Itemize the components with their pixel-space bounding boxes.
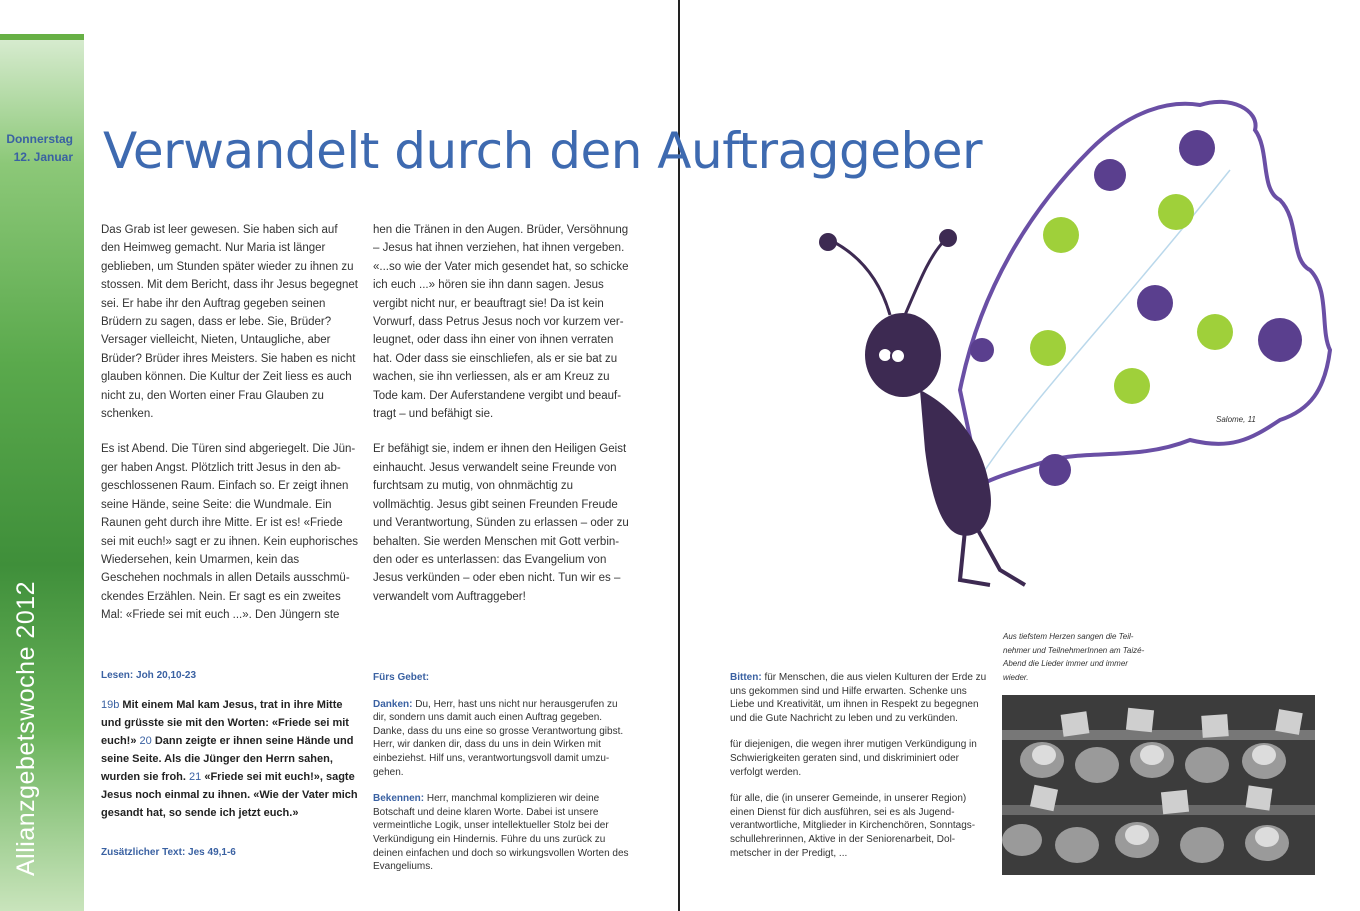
- reading-label: Lesen: Joh 20,10-23: [101, 670, 197, 681]
- scripture-text: [101, 696, 359, 822]
- page-title: Verwandelt durch den Auftraggeber: [103, 122, 983, 180]
- verse-text: «Friede sei mit euch!», sagte Jesus noch einmal zu ihnen. «Wie der Vater mich gesandt hat, so sende ich jetzt euch.»: [101, 771, 358, 819]
- wing-spots: [970, 130, 1302, 486]
- additional-text-label: Zusätzlicher Text: Jes 49,1-6: [101, 847, 236, 858]
- date-value: 12. Januar: [13, 150, 73, 164]
- petitions-label: Bitten:: [730, 672, 762, 683]
- text-column-2: [373, 221, 631, 623]
- verse-text: Mit einem Mal kam Jesus, trat in ihre Mitte und grüsste sie mit den Worten: «Friede sei mit euch!»: [101, 699, 349, 747]
- sidebar-vertical-title: Allianzgebetswoche 2012: [12, 580, 40, 876]
- choir-photo: [1002, 695, 1315, 875]
- confess-label: Bekennen:: [373, 793, 425, 805]
- petition-2: für diejenigen, die wegen ihrer mutigen Verkündigung in Schwierigkeiten geraten sind, und diskriminiert oder verfolgt werden.: [730, 739, 977, 778]
- petition-3: für alle, die (in unserer Gemeinde, in unserer Region) einen Dienst für dich ausführen, sei es als Jugendverantwortliche, Mitglieder in Kirchenchören, Sonntagsschullehrerinnen, Aktive in der Seniorenarbeit, Dolmetscher in der Predigt, ...: [730, 793, 976, 859]
- thanks-label: Danken:: [373, 698, 413, 710]
- date-label: [0, 130, 73, 166]
- petitions-section: [730, 671, 988, 873]
- petition-text: für Menschen, die aus vielen Kulturen der Erde zu uns gekommen sind und Hilfe erwarten. Schenke uns Liebe und Kreativität, um ihnen in Respekt zu begegnen und die Gute Nachricht zu leben und zu verkünden.: [730, 672, 987, 724]
- verse-number: 19b: [101, 699, 120, 711]
- text-column-1: [101, 221, 359, 642]
- butterfly-drawing: [810, 90, 1340, 600]
- drawing-caption: Salome, 11: [1216, 415, 1256, 424]
- photo-image: [1002, 695, 1315, 875]
- verse-text: Dann zeigte er ihnen seine Hände und seine Seite. Als die Jünger den Herrn sahen, wurden sie froh.: [101, 735, 354, 783]
- petition-1: [730, 671, 988, 725]
- sidebar-green-line: [0, 34, 84, 40]
- prayer-confess: [373, 792, 631, 874]
- thanks-text: Du, Herr, hast uns nicht nur herausgerufen zu dir, sondern uns damit auch einen Auftrag gegeben. Danke, dass du uns eine so grosse Verantwortung gibst. Herr, wir danken dir, dass du uns in dein Wirken mit einbeziehst. Hilf uns, verantwortungsvoll damit umzugehen.: [373, 698, 624, 778]
- prayer-heading: Fürs Gebet:: [373, 672, 430, 683]
- prayer-thanks: [373, 698, 631, 780]
- photo-caption: Aus tiefstem Herzen sangen die Teilnehmer und TeilnehmerInnen am Taizé-Abend die Lieder immer und immer wieder.: [1003, 632, 1145, 682]
- confess-text: Herr, manchmal komplizieren wir deine Botschaft und deine klaren Worte. Dabei ist unsere vermeintliche Logik, unser intellektueller Stolz bei der Verkündigung ein Hindernis. Führe du uns zurück zu deinen einfachen und doch so wirkungsvollen Worten des Evangeliums.: [373, 793, 629, 873]
- verse-number: 21: [189, 771, 202, 783]
- verse-number: 20: [139, 735, 152, 747]
- paragraph: Er befähigt sie, indem er ihnen den Heiligen Geist einhaucht. Jesus verwandelt seine Freunde von furchtsam zu mutig, von ohnmächtig zu vollmächtig. Jesus gibt seinen Freunden Freude und Verantwortung, Sünden zu erlassen – oder zu behalten. Sie werden Menschen mit Gott verbinden oder es unterlassen: das Evangelium von Jesus verkünden – oder eben nicht. Tun wir es – verwandelt vom Auftraggeber!: [373, 443, 629, 603]
- day-label: Donnerstag: [6, 132, 73, 146]
- prayer-section: [373, 671, 631, 887]
- paragraph: Das Grab ist leer gewesen. Sie haben sich auf den Heimweg gemacht. Nur Maria ist länger geblieben, um Stunden später wieder zu ihnen zu stossen. Mit dem Bericht, dass ihr Jesus begegnet sei. Er habe ihr den Auftrag gegeben seinen Brüdern zu sagen, dass er lebe. Sie, Brüder? Versager vielleicht, Nieten, Untaugliche, aber Brüder? Brüder ihres Meisters. Sie haben es nicht glauben können. Die Kultur der Zeit liess es auch nicht zu, den Worten einer Frau Glauben zu schenken.: [101, 224, 358, 421]
- paragraph: hen die Tränen in den Augen. Brüder, Versöhnung – Jesus hat ihnen verziehen, hat ihnen vergeben. «...so wie der Vater mich gesendet hat, so schicke ich euch ...» hören sie ihn dann sagen. Jesus vergibt nicht nur, er beauftragt sie! Da ist kein Vorwurf, dass Petrus Jesus noch vor kurzem verleugnet, oder dass ihn einer von ihnen verraten hat. Oder dass sie einschliefen, als er sie bat zu wachen, sie ihn verliessen, als er am Kreuz zu Tode kam. Der Auferstandene vergibt und beauftragt – und befähigt sie.: [373, 224, 629, 421]
- paragraph: Es ist Abend. Die Türen sind abgeriegelt. Die Jünger haben Angst. Plötzlich tritt Jesus in den abgeschlossenen Raum. Einfach so. Er zeigt ihnen seine Hände, seine Seite: die Wundmale. Ein Raunen geht durch ihre Mitte. Er ist es! «Friede sei mit euch!» sagt er zu ihnen. Kein euphorisches Wiedersehen, kein Umarmen, kein das Geschehen nochmals in allen Details ausschmückendes Erzählen. Nein. Er sagt es ein zweites Mal: «Friede sei mit euch ...». Den Jüngern ste: [101, 443, 358, 622]
